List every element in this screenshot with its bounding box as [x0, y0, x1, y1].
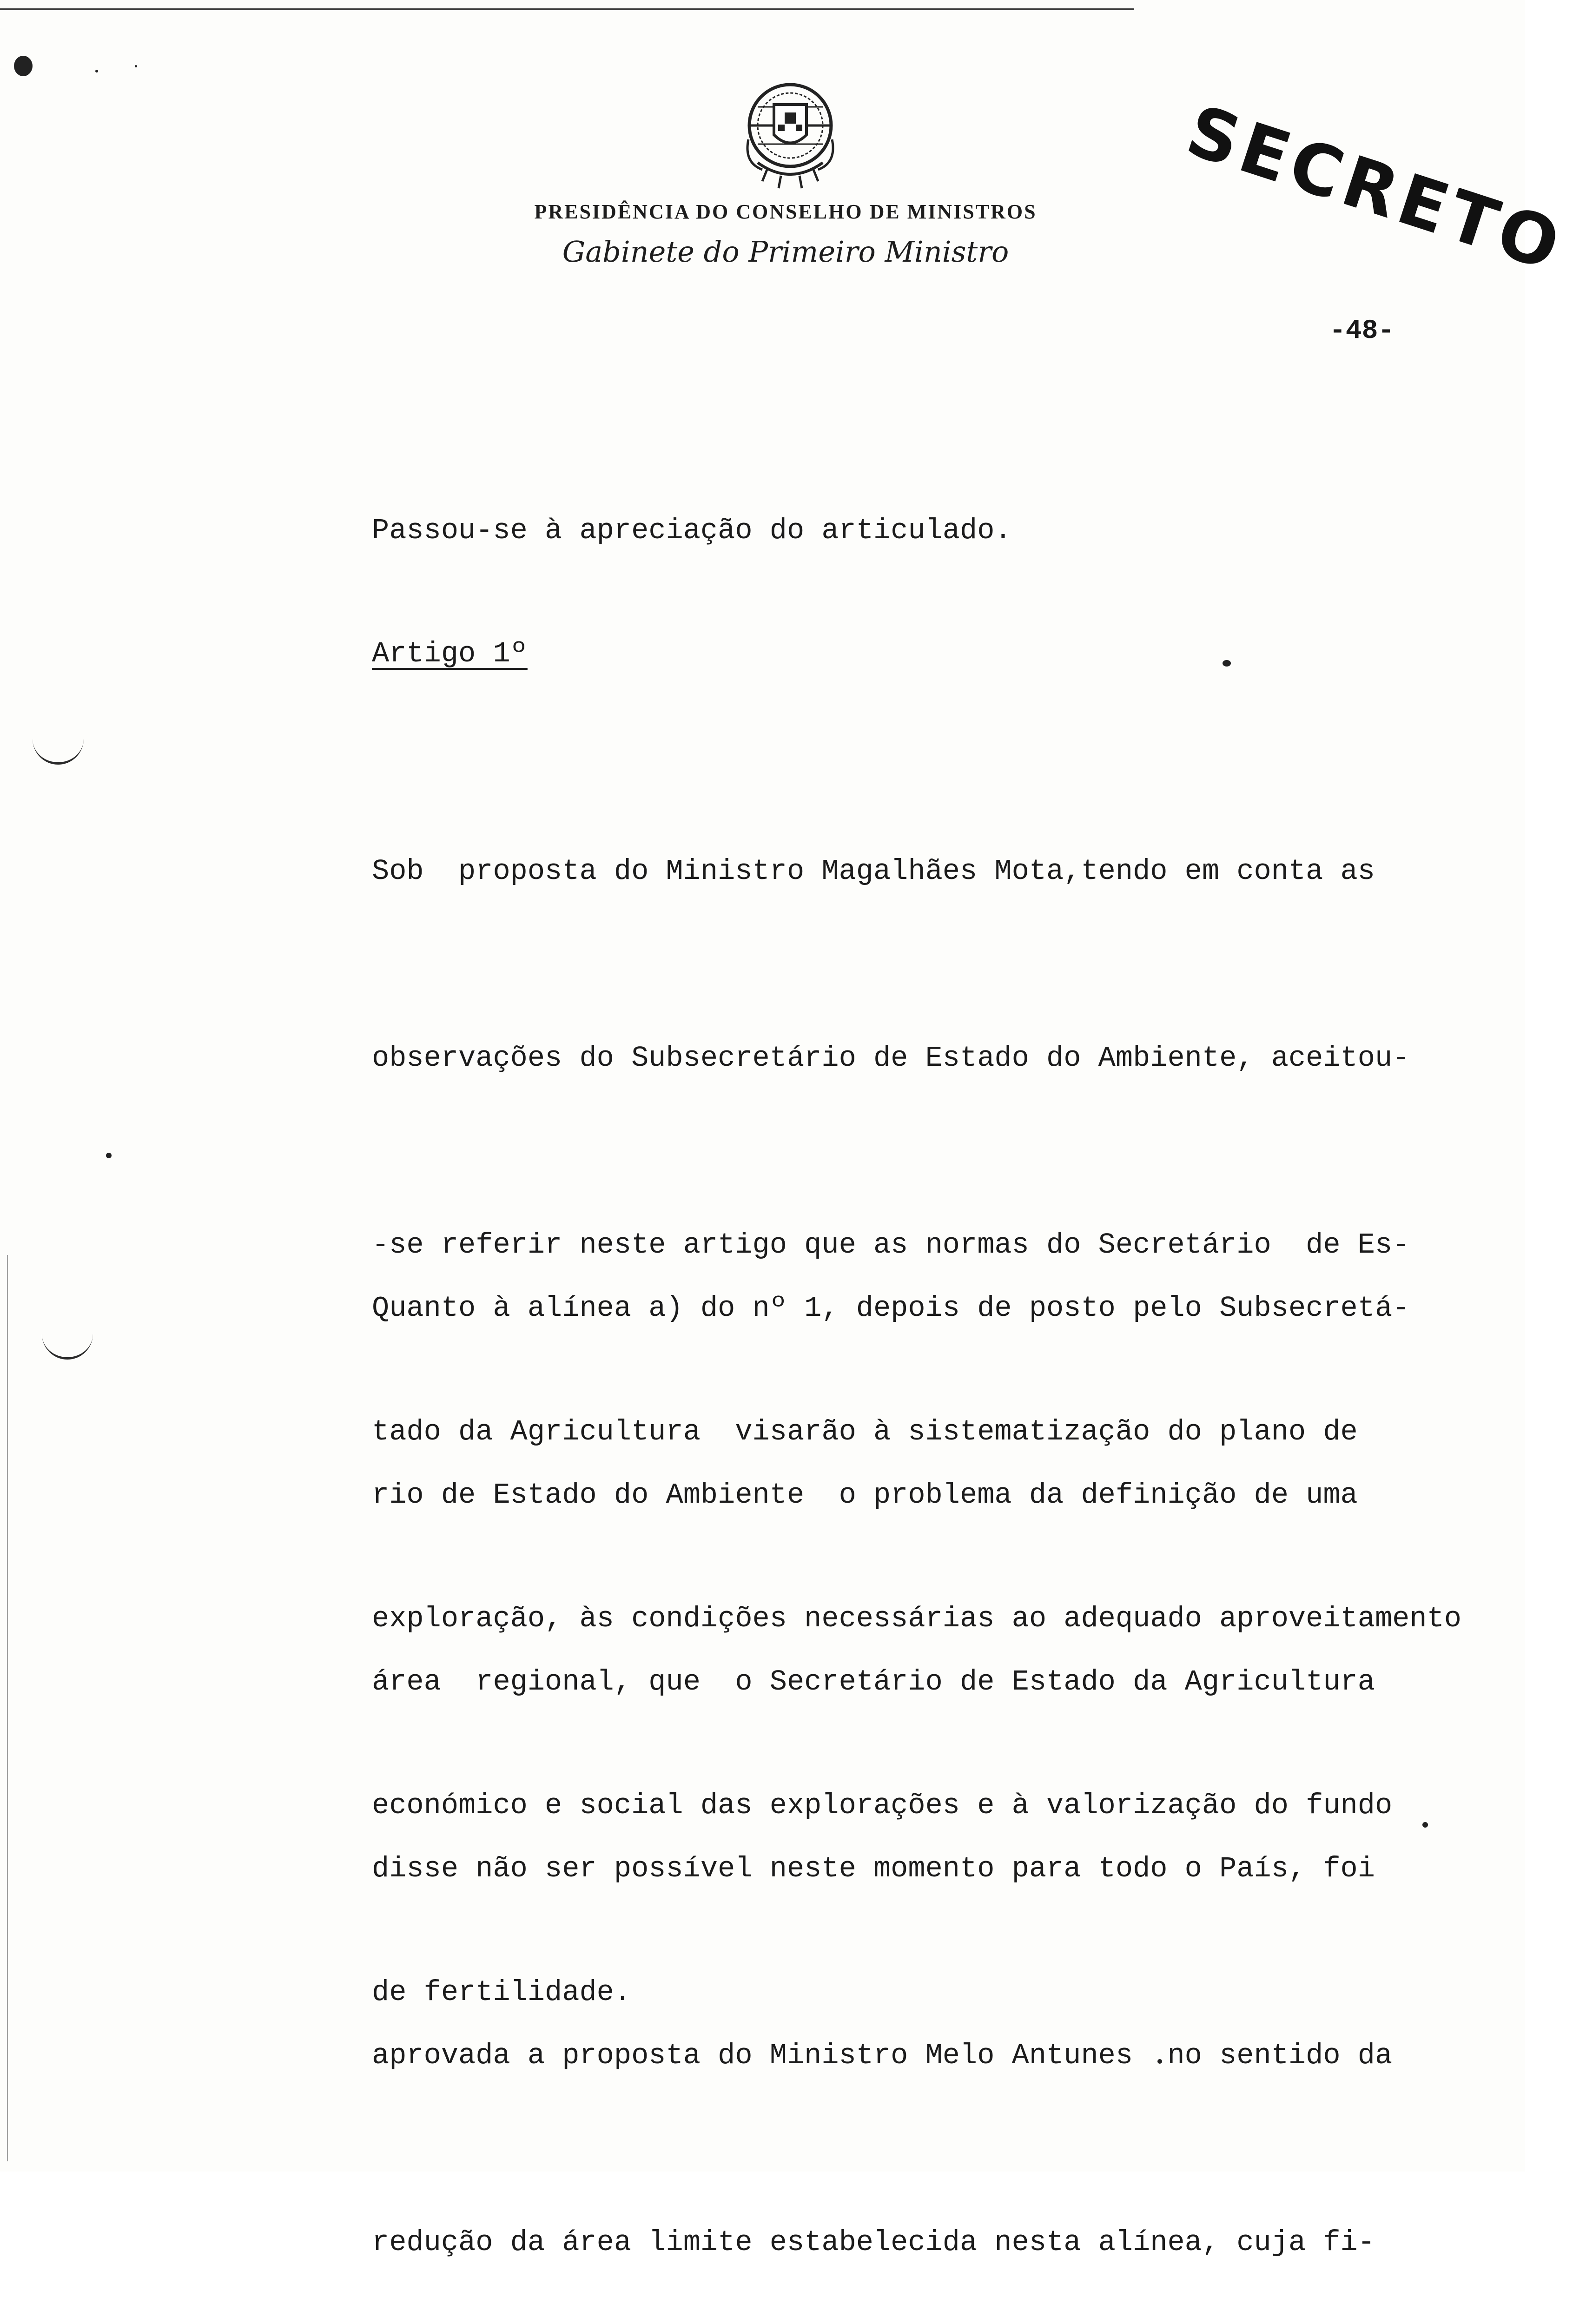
- paragraph-line: redução da área limite estabelecida nesta alínea, cuja fi-: [372, 2226, 1375, 2259]
- paragraph-line: Sob proposta do Ministro Magalhães Mota,tendo em conta as: [372, 855, 1375, 888]
- paragraph-line: económico e social das explorações e à valorização do fundo: [372, 1789, 1393, 1822]
- binding-mark: [42, 1329, 93, 1360]
- paragraph-line: exploração, às condições necessárias ao adequado aproveitamento: [372, 1602, 1461, 1635]
- paragraph-line: área regional, que o Secretário de Estado da Agricultura: [372, 1665, 1375, 1698]
- paragraph-line: -se referir neste artigo que as normas do Secretário de Es-: [372, 1228, 1410, 1261]
- top-rule-line: [0, 8, 1134, 10]
- coat-of-arms-icon: [730, 70, 851, 195]
- paragraph-alinea-a: [372, 1153, 1525, 2324]
- paragraph-line: Quanto à alínea a) do nº 1, depois de posto pelo Subsecretá-: [372, 1292, 1410, 1325]
- speck: [95, 70, 98, 73]
- page-number: -48-: [1329, 316, 1395, 346]
- ministry-header: PRESIDÊNCIA DO CONSELHO DE MINISTROS: [534, 200, 1037, 223]
- intro-line: Passou-se à apreciação do articulado.: [372, 514, 1012, 547]
- secret-stamp-text: SECRETO: [1177, 90, 1573, 288]
- paragraph-line: aprovada a proposta do Ministro Melo Antunes no sentido da: [372, 2039, 1393, 2072]
- paragraph-line: disse não ser possível neste momento para todo o País, foi: [372, 1852, 1375, 1885]
- punch-mark: [14, 56, 33, 76]
- paragraph-line: observações do Subsecretário de Estado do Ambiente, aceitou-: [372, 1042, 1410, 1075]
- article-heading: Artigo 1º: [372, 637, 528, 670]
- binding-mark: [33, 734, 84, 765]
- paragraph-line: de fertilidade.: [372, 1976, 632, 2009]
- left-edge-shadow: [7, 1255, 8, 2161]
- cabinet-subheader: Gabinete do Primeiro Ministro: [562, 235, 1009, 269]
- secret-stamp: [1177, 70, 1573, 288]
- speck: [135, 65, 137, 67]
- speck: [106, 1153, 112, 1158]
- paragraph-line: tado da Agricultura visarão à sistematização do plano de: [372, 1415, 1358, 1448]
- paragraph-line: rio de Estado do Ambiente o problema da definição de uma: [372, 1479, 1358, 1512]
